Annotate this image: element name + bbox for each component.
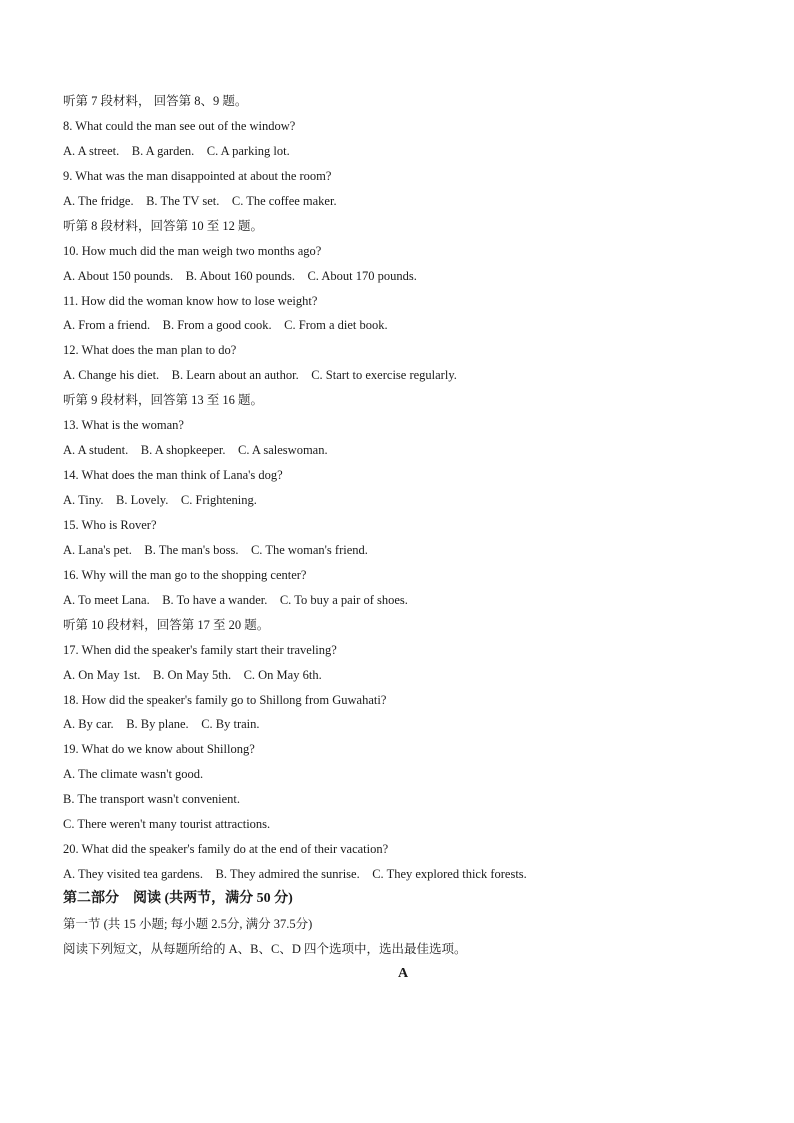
answer-option: B. About 160 pounds. [185, 268, 295, 283]
option-spacer [159, 368, 172, 382]
option-spacer [132, 543, 145, 557]
option-spacer [299, 368, 312, 382]
section-instruction: 阅读下列短文，从每题所给的 A、B、C、D 四个选项中，选出最佳选项。 [63, 941, 467, 956]
answer-option: A. From a friend. [63, 318, 151, 333]
option-spacer [194, 144, 207, 158]
answer-option: A. Change his diet. [63, 368, 160, 383]
answer-option: C. The coffee maker. [231, 193, 337, 208]
answer-option: B. From a good cook. [162, 318, 272, 333]
option-spacer [238, 543, 251, 557]
question-text: 17. When did the speaker's family start their traveling? [63, 642, 337, 657]
answer-option: A. The climate wasn't good. [63, 767, 204, 782]
option-spacer [119, 144, 132, 158]
answer-options [63, 488, 743, 513]
option-spacer [134, 194, 147, 208]
answer-option: B. The TV set. [146, 193, 220, 208]
option-spacer [104, 493, 117, 507]
answer-option: A. To meet Lana. [63, 592, 150, 607]
answer-options [63, 264, 743, 289]
option-spacer [168, 493, 181, 507]
answer-option: C. Start to exercise regularly. [311, 368, 457, 383]
answer-option: C. They explored thick forests. [372, 867, 527, 882]
answer-option: B. A shopkeeper. [140, 443, 226, 458]
section-instruction: 第一节 (共 15 小题; 每小题 2.5分, 满分 37.5分) [63, 916, 313, 931]
question-text: 11. How did the woman know how to lose weight? [63, 293, 318, 308]
answer-option: B. The transport wasn't convenient. [63, 792, 240, 807]
section-instruction: 听第 7 段材料， 回答第 8、9 题。 [63, 94, 248, 108]
option-spacer [114, 717, 127, 731]
answer-option: C. On May 6th. [243, 667, 322, 682]
answer-option: B. Learn about an author. [171, 368, 299, 383]
section-instruction: 听第 10 段材料，回答第 17 至 20 题。 [63, 617, 270, 632]
option-spacer [295, 269, 308, 283]
option-spacer [360, 867, 373, 881]
answer-option: A. A street. [63, 143, 120, 158]
section-instruction: 听第 8 段材料，回答第 10 至 12 题。 [63, 218, 264, 233]
question-text: 10. How much did the man weigh two months ago? [63, 243, 322, 258]
answer-option: B. On May 5th. [152, 667, 232, 682]
answer-option: C. To buy a pair of shoes. [279, 592, 408, 607]
part-heading: 第二部分 阅读 (共两节，满分 50 分) [63, 891, 293, 906]
option-spacer [128, 443, 141, 457]
answer-option: B. To have a wander. [162, 592, 268, 607]
answer-option: C. A saleswoman. [238, 443, 328, 458]
option-spacer [226, 443, 239, 457]
answer-option: A. On May 1st. [63, 667, 141, 682]
answer-option: B. A garden. [131, 143, 195, 158]
answer-option: C. The woman's friend. [250, 542, 368, 557]
option-spacer [219, 194, 232, 208]
answer-options [63, 139, 743, 164]
answer-option: A. The fridge. [63, 193, 134, 208]
option-spacer [272, 318, 285, 332]
option-spacer [189, 717, 202, 731]
answer-options [63, 189, 743, 214]
answer-option: C. Frightening. [180, 493, 257, 507]
answer-options [63, 588, 743, 613]
answer-option: A. A student. [63, 443, 129, 458]
question-text: 9. What was the man disappointed at about the room? [63, 168, 332, 183]
question-text: 16. Why will the man go to the shopping center? [63, 567, 307, 582]
option-spacer [203, 867, 216, 881]
answer-options [63, 313, 743, 338]
answer-option: B. They admired the sunrise. [215, 867, 360, 882]
answer-options [63, 712, 743, 737]
answer-option: C. From a diet book. [284, 318, 388, 333]
section-instruction: 听第 9 段材料，回答第 13 至 16 题。 [63, 393, 264, 408]
answer-option: C. A parking lot. [206, 143, 290, 158]
answer-option: A. Tiny. [63, 493, 104, 507]
answer-options [63, 363, 743, 388]
question-text: 13. What is the woman? [63, 418, 184, 433]
answer-option: C. About 170 pounds. [307, 268, 417, 283]
question-text: 15. Who is Rover? [63, 517, 157, 532]
question-text: 12. What does the man plan to do? [63, 343, 237, 358]
answer-option: A. Lana's pet. [63, 542, 132, 557]
question-text: 20. What did the speaker's family do at the end of their vacation? [63, 842, 389, 857]
option-spacer [150, 593, 163, 607]
option-spacer [231, 668, 244, 682]
answer-option: A. By car. [63, 717, 114, 732]
answer-option: C. There weren't many tourist attractions. [63, 817, 271, 832]
option-spacer [140, 668, 153, 682]
answer-options [63, 538, 743, 563]
answer-option: C. By train. [201, 717, 260, 732]
question-text: 14. What does the man think of Lana's dog? [63, 468, 283, 483]
answer-option: B. By plane. [126, 717, 189, 732]
option-spacer [173, 269, 186, 283]
answer-option: B. The man's boss. [144, 542, 239, 557]
question-text: 8. What could the man see out of the window? [63, 118, 296, 133]
answer-option: A. About 150 pounds. [63, 268, 174, 283]
answer-options [63, 663, 743, 688]
answer-options [63, 438, 743, 463]
answer-option: B. Lovely. [116, 493, 169, 507]
question-text: 18. How did the speaker's family go to Shillong from Guwahati? [63, 692, 387, 707]
exam-content [63, 89, 743, 987]
option-spacer [267, 593, 280, 607]
answer-options [63, 862, 743, 887]
answer-option: A. They visited tea gardens. [63, 867, 204, 882]
option-spacer [150, 318, 163, 332]
question-text: 19. What do we know about Shillong? [63, 742, 255, 757]
passage-label: A [397, 965, 409, 981]
